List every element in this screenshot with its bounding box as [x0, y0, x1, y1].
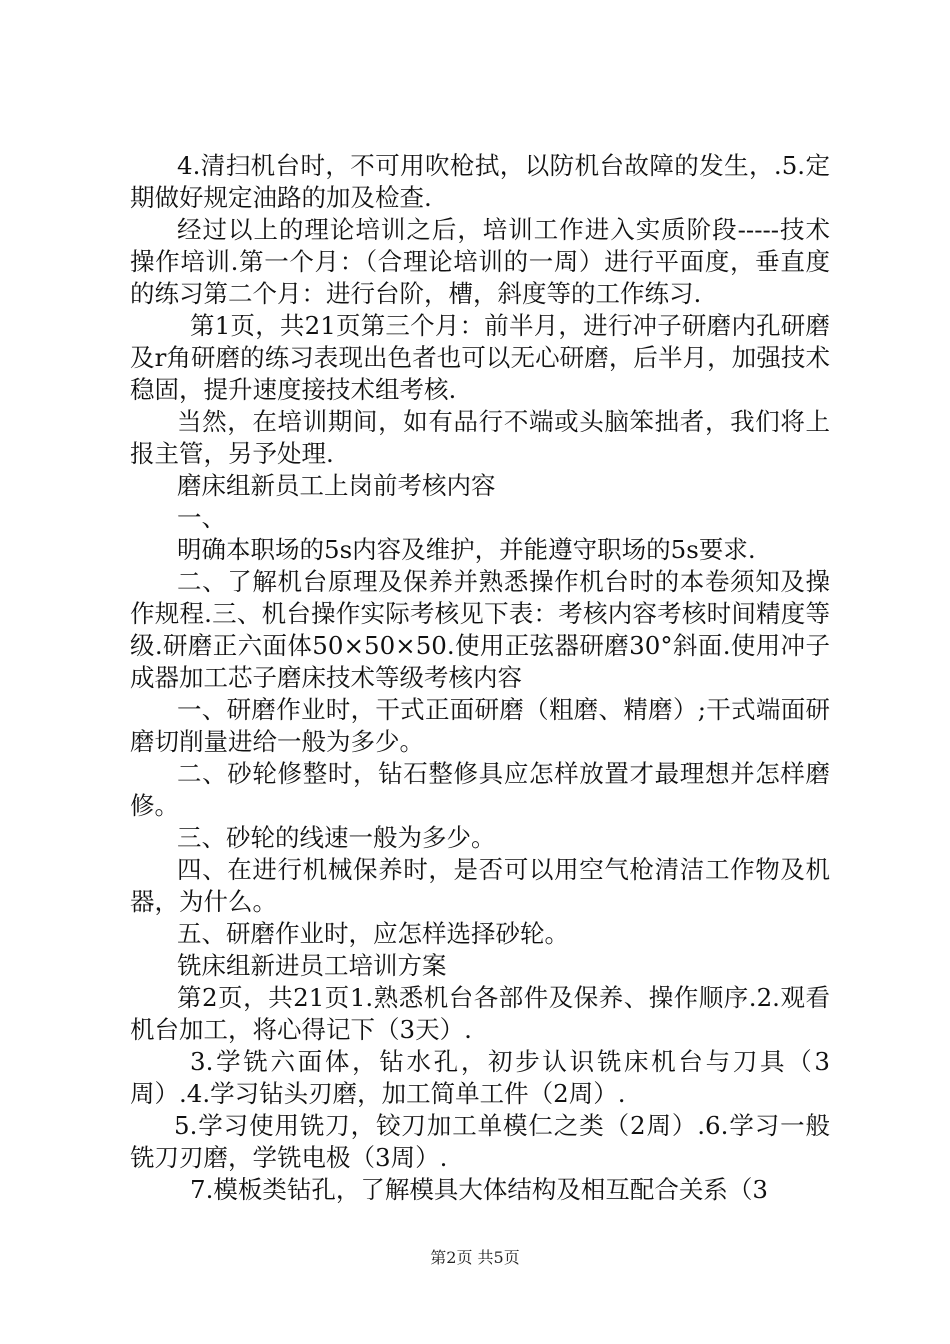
paragraph-machine-principles: 二、了解机台原理及保养并熟悉操作机台时的本卷须知及操作规程.三、机台操作实际考核见下表：考核内容考核时间精度等级.研磨正六面体50×50×50.使用正弦器研磨30°斜面.使用冲子成器加工芯子磨床技术等级考核内容: [130, 567, 830, 692]
question-two: 二、砂轮修整时，钻石整修具应怎样放置才最理想并怎样磨修。: [130, 759, 830, 820]
paragraph-5s: 明确本职场的5s内容及维护，并能遵守职场的5s要求.: [177, 535, 756, 564]
document-body: [130, 150, 830, 1206]
paragraph-cleaning-rules: 4.清扫机台时，不可用吹枪拭，以防机台故障的发生，.5.定期做好规定油路的加及检查.: [130, 151, 830, 212]
paragraph-milling-steps-5-6: 5.学习使用铣刀，铰刀加工单模仁之类（2周）.6.学习一般铣刀刃磨，学铣电极（3周）.: [130, 1111, 830, 1172]
paragraph-misconduct: 当然，在培训期间，如有品行不端或头脑笨拙者，我们将上报主管，另予处理.: [130, 407, 830, 468]
paragraph-milling-steps-3-4: 3.学铣六面体，钻水孔，初步认识铣床机台与刀具（3周）.4.学习钻头刃磨，加工简单工件（2周）.: [130, 1047, 830, 1108]
page-footer: 第2页 共5页: [430, 1248, 520, 1267]
paragraph-milling-step-7: 7.模板类钻孔，了解模具大体结构及相互配合关系（3: [190, 1175, 768, 1204]
section-title-grinder-assessment: 磨床组新员工上岗前考核内容: [177, 471, 496, 500]
question-three: 三、砂轮的线速一般为多少。: [177, 823, 496, 852]
section-title-milling-training: 铣床组新进员工培训方案: [177, 951, 447, 980]
paragraph-technical-training: 经过以上的理论培训之后，培训工作进入实质阶段-----技术操作培训.第一个月：（合理论培训的一周）进行平面度，垂直度的练习第二个月：进行台阶，槽，斜度等的工作练习.: [130, 215, 830, 308]
paragraph-milling-steps-1-2: 第2页，共21页1.熟悉机台各部件及保养、操作顺序.2.观看机台加工，将心得记下（3天）.: [130, 983, 830, 1044]
question-five: 五、研磨作业时，应怎样选择砂轮。: [177, 919, 569, 948]
question-four: 四、在进行机械保养时，是否可以用空气枪清洁工作物及机器，为什么。: [130, 855, 830, 916]
paragraph-third-month: 第1页，共21页第三个月：前半月，进行冲子研磨内孔研磨及r角研磨的练习表现出色者也可以无心研磨，后半月，加强技术稳固，提升速度接技术组考核.: [130, 311, 830, 404]
paragraph-item-one-label: 一、: [177, 503, 226, 532]
question-one: 一、研磨作业时，干式正面研磨（粗磨、精磨）;干式端面研磨切削量进给一般为多少。: [130, 695, 830, 756]
